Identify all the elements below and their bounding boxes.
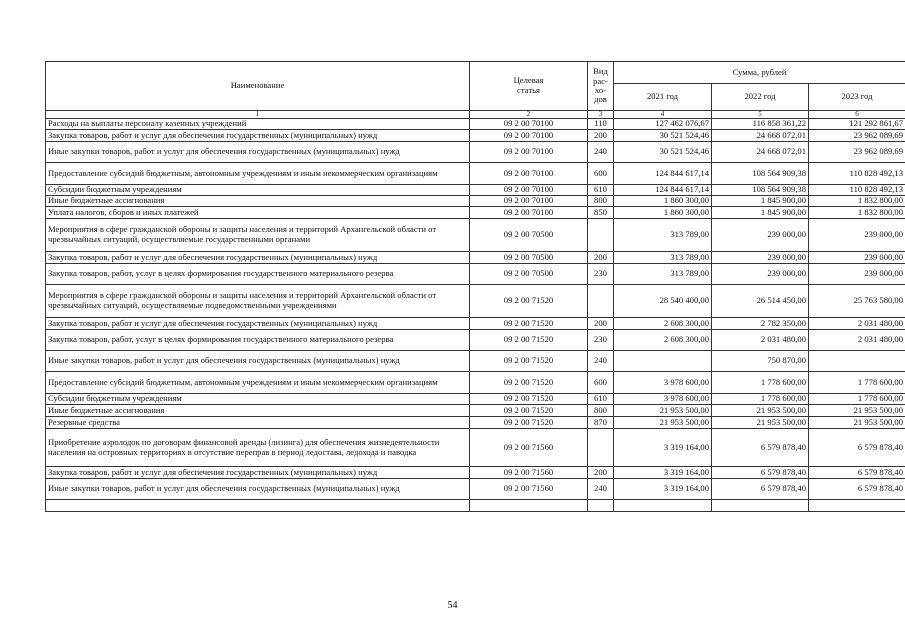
- row-name: Расходы на выплаты персоналу казенных учреждений: [46, 119, 470, 130]
- row-amount-2022: 108 564 909,38: [712, 163, 809, 185]
- row-target-article: 09 2 00 70100: [470, 185, 588, 196]
- row-name: Уплата налогов, сборов и иных платежей: [46, 207, 470, 219]
- row-amount-2021: 3 319 164,00: [614, 429, 712, 467]
- row-amount-2023: 23 962 089,69: [809, 130, 905, 142]
- row-amount-2023: 21 953 500,00: [809, 405, 905, 417]
- row-expense-type: 600: [588, 163, 614, 185]
- column-number: 3: [588, 111, 614, 119]
- header-vid-line4: дов: [594, 94, 607, 105]
- budget-table: [45, 61, 905, 512]
- row-expense-type: 200: [588, 467, 614, 479]
- column-number: 1: [46, 111, 470, 119]
- row-name: Иные бюджетные ассигнования: [46, 196, 470, 207]
- table-row: [46, 119, 905, 130]
- row-amount-2022: 2 031 480,00: [712, 330, 809, 351]
- header-expense-type: [588, 62, 614, 111]
- row-expense-type: 200: [588, 318, 614, 330]
- row-amount-2023: 6 579 878,40: [809, 429, 905, 467]
- row-amount-2023: [809, 500, 905, 512]
- page-number: 54: [447, 600, 458, 611]
- row-expense-type: 600: [588, 372, 614, 394]
- row-target-article: 09 2 00 71560: [470, 429, 588, 467]
- row-expense-type: 230: [588, 330, 614, 351]
- header-vid-line1: Вид: [593, 66, 608, 77]
- row-amount-2022: 116 858 361,22: [712, 119, 809, 130]
- row-target-article: [470, 500, 588, 512]
- row-amount-2022: 1 778 600,00: [712, 394, 809, 405]
- header-target-article: [470, 62, 588, 111]
- row-target-article: 09 2 00 71520: [470, 318, 588, 330]
- row-target-article: 09 2 00 70100: [470, 196, 588, 207]
- table-row: [46, 500, 905, 512]
- row-amount-2022: 21 953 500,00: [712, 417, 809, 429]
- table-row: [46, 196, 905, 207]
- row-expense-type: 230: [588, 264, 614, 285]
- row-amount-2021: 21 953 500,00: [614, 405, 712, 417]
- row-name: Иные закупки товаров, работ и услуг для обеспечения государственных (муниципальных) нужд: [46, 351, 470, 372]
- header-target-line1: Целевая: [513, 75, 544, 86]
- row-expense-type: 200: [588, 252, 614, 264]
- header-year-2023: 2023 год: [809, 84, 905, 111]
- table-row: [46, 405, 905, 417]
- row-amount-2021: 21 953 500,00: [614, 417, 712, 429]
- row-amount-2023: 239 000,00: [809, 264, 905, 285]
- row-amount-2022: 239 000,00: [712, 219, 809, 252]
- row-amount-2022: 1 778 600,00: [712, 372, 809, 394]
- row-amount-2023: 239 000,00: [809, 252, 905, 264]
- row-expense-type: 850: [588, 207, 614, 219]
- row-amount-2021: 1 860 300,00: [614, 207, 712, 219]
- row-target-article: 09 2 00 71520: [470, 330, 588, 351]
- row-amount-2022: 108 564 909,38: [712, 185, 809, 196]
- table-row: [46, 252, 905, 264]
- row-target-article: 09 2 00 70500: [470, 252, 588, 264]
- column-number: 2: [470, 111, 588, 119]
- row-amount-2023: 2 031 480,00: [809, 330, 905, 351]
- column-numbers-row: [46, 111, 905, 119]
- row-expense-type: [588, 219, 614, 252]
- row-amount-2023: 23 962 089,69: [809, 142, 905, 163]
- row-target-article: 09 2 00 71560: [470, 479, 588, 500]
- table-row: [46, 429, 905, 467]
- table-row: [46, 330, 905, 351]
- table-row: [46, 318, 905, 330]
- table-row: [46, 394, 905, 405]
- table-row: [46, 264, 905, 285]
- row-name: Закупка товаров, работ и услуг для обеспечения государственных (муниципальных) нужд: [46, 467, 470, 479]
- row-name: Предоставление субсидий бюджетным, автономным учреждениям и иным некоммерческим организациям: [46, 372, 470, 394]
- row-amount-2022: 6 579 878,40: [712, 467, 809, 479]
- header-sum: Сумма, рублей: [614, 62, 905, 84]
- row-amount-2022: [712, 500, 809, 512]
- row-name: Субсидии бюджетным учреждениям: [46, 394, 470, 405]
- table-row: [46, 372, 905, 394]
- row-expense-type: 800: [588, 196, 614, 207]
- row-amount-2023: 6 579 878,40: [809, 479, 905, 500]
- row-amount-2021: 313 789,00: [614, 264, 712, 285]
- row-amount-2022: 26 514 450,00: [712, 285, 809, 318]
- row-name: Иные бюджетные ассигнования: [46, 405, 470, 417]
- row-amount-2021: 2 608 300,00: [614, 330, 712, 351]
- row-amount-2021: 3 319 164,00: [614, 467, 712, 479]
- row-amount-2023: 110 828 492,13: [809, 185, 905, 196]
- row-amount-2023: 1 778 600,00: [809, 394, 905, 405]
- row-amount-2022: 239 000,00: [712, 252, 809, 264]
- row-expense-type: 240: [588, 142, 614, 163]
- row-name: Мероприятия в сфере гражданской обороны и защиты населения и территорий Архангельской области от чрезвычайных ситуаций, осуществляемые государственными органами: [46, 219, 470, 252]
- row-name: Закупка товаров, работ, услуг в целях формирования государственного материального резерва: [46, 264, 470, 285]
- table-row: [46, 207, 905, 219]
- row-amount-2022: 750 870,00: [712, 351, 809, 372]
- row-amount-2023: [809, 351, 905, 372]
- row-amount-2021: 3 319 164,00: [614, 479, 712, 500]
- row-expense-type: 110: [588, 119, 614, 130]
- row-target-article: 09 2 00 70100: [470, 207, 588, 219]
- row-target-article: 09 2 00 71520: [470, 417, 588, 429]
- header-year-2022: 2022 год: [712, 84, 809, 111]
- row-amount-2023: 1 832 800,00: [809, 196, 905, 207]
- header-year-2021: 2021 год: [614, 84, 712, 111]
- row-amount-2021: 28 540 400,00: [614, 285, 712, 318]
- row-target-article: 09 2 00 70100: [470, 119, 588, 130]
- row-expense-type: 610: [588, 185, 614, 196]
- header-vid-line3: хо-: [594, 85, 607, 95]
- row-target-article: 09 2 00 70100: [470, 130, 588, 142]
- row-target-article: 09 2 00 71520: [470, 394, 588, 405]
- row-expense-type: [588, 285, 614, 318]
- row-target-article: 09 2 00 71520: [470, 372, 588, 394]
- row-amount-2023: 239 000,00: [809, 219, 905, 252]
- row-amount-2021: [614, 351, 712, 372]
- row-amount-2023: 121 292 861,67: [809, 119, 905, 130]
- row-amount-2023: 2 031 480,00: [809, 318, 905, 330]
- row-name: Приобретение аэролодок по договорам финансовой аренды (лизинга) для обеспечения жизнедеятельности населения на островных территориях в отсутствие переправ в период ледостава, ледохода и паводка: [46, 429, 470, 467]
- row-target-article: 09 2 00 70500: [470, 219, 588, 252]
- row-name: Субсидии бюджетным учреждениям: [46, 185, 470, 196]
- row-name: Иные закупки товаров, работ и услуг для обеспечения государственных (муниципальных) нужд: [46, 142, 470, 163]
- row-amount-2021: 1 860 300,00: [614, 196, 712, 207]
- row-target-article: 09 2 00 70100: [470, 142, 588, 163]
- row-amount-2021: 124 844 617,14: [614, 185, 712, 196]
- row-amount-2022: 1 845 900,00: [712, 196, 809, 207]
- row-amount-2022: 6 579 878,40: [712, 429, 809, 467]
- row-name: Резервные средства: [46, 417, 470, 429]
- row-amount-2021: 2 608 300,00: [614, 318, 712, 330]
- row-expense-type: 240: [588, 351, 614, 372]
- row-target-article: 09 2 00 70100: [470, 163, 588, 185]
- table-row: [46, 479, 905, 500]
- row-amount-2023: 25 763 580,00: [809, 285, 905, 318]
- header-name: Наименование: [46, 62, 470, 111]
- row-amount-2021: 30 521 524,46: [614, 130, 712, 142]
- table-row: [46, 285, 905, 318]
- column-number: 6: [809, 111, 905, 119]
- row-amount-2022: 21 953 500,00: [712, 405, 809, 417]
- row-expense-type: 610: [588, 394, 614, 405]
- row-amount-2022: 6 579 878,40: [712, 479, 809, 500]
- row-target-article: 09 2 00 71520: [470, 351, 588, 372]
- row-amount-2021: 3 978 600,00: [614, 394, 712, 405]
- row-target-article: 09 2 00 71520: [470, 285, 588, 318]
- table-body: [46, 119, 905, 512]
- row-amount-2021: 127 462 076,67: [614, 119, 712, 130]
- row-expense-type: 870: [588, 417, 614, 429]
- row-amount-2023: 1 778 600,00: [809, 372, 905, 394]
- row-target-article: 09 2 00 70500: [470, 264, 588, 285]
- row-amount-2022: 239 000,00: [712, 264, 809, 285]
- row-expense-type: 800: [588, 405, 614, 417]
- row-expense-type: [588, 429, 614, 467]
- column-number: 4: [614, 111, 712, 119]
- row-name: Закупка товаров, работ и услуг для обеспечения государственных (муниципальных) нужд: [46, 318, 470, 330]
- row-expense-type: 200: [588, 130, 614, 142]
- table-row: [46, 130, 905, 142]
- row-expense-type: [588, 500, 614, 512]
- row-name: Закупка товаров, работ и услуг для обеспечения государственных (муниципальных) нужд: [46, 130, 470, 142]
- row-amount-2023: 110 828 492,13: [809, 163, 905, 185]
- row-name: Мероприятия в сфере гражданской обороны и защиты населения и территорий Архангельской области от чрезвычайных ситуаций, осуществляемые подведомственными учреждениями: [46, 285, 470, 318]
- column-number: 5: [712, 111, 809, 119]
- table-row: [46, 219, 905, 252]
- header-target-line2: статья: [517, 85, 540, 95]
- row-amount-2022: 2 782 350,00: [712, 318, 809, 330]
- row-amount-2023: 21 953 500,00: [809, 417, 905, 429]
- row-target-article: 09 2 00 71560: [470, 467, 588, 479]
- row-amount-2021: [614, 500, 712, 512]
- row-amount-2022: 24 668 072,01: [712, 142, 809, 163]
- header-vid-line2: рас-: [593, 75, 608, 86]
- row-name: [46, 500, 470, 512]
- row-target-article: 09 2 00 71520: [470, 405, 588, 417]
- row-name: Иные закупки товаров, работ и услуг для обеспечения государственных (муниципальных) нужд: [46, 479, 470, 500]
- table-row: [46, 467, 905, 479]
- row-amount-2022: 1 845 900,00: [712, 207, 809, 219]
- row-name: Предоставление субсидий бюджетным, автономным учреждениям и иным некоммерческим организациям: [46, 163, 470, 185]
- row-amount-2021: 313 789,00: [614, 252, 712, 264]
- row-amount-2023: 1 832 800,00: [809, 207, 905, 219]
- row-amount-2022: 24 668 072,01: [712, 130, 809, 142]
- row-name: Закупка товаров, работ, услуг в целях формирования государственного материального резерва: [46, 330, 470, 351]
- table-row: [46, 417, 905, 429]
- row-amount-2021: 3 978 600,00: [614, 372, 712, 394]
- row-amount-2021: 124 844 617,14: [614, 163, 712, 185]
- table-row: [46, 142, 905, 163]
- table-row: [46, 163, 905, 185]
- row-name: Закупка товаров, работ и услуг для обеспечения государственных (муниципальных) нужд: [46, 252, 470, 264]
- row-amount-2021: 313 789,00: [614, 219, 712, 252]
- table-row: [46, 351, 905, 372]
- row-amount-2023: 6 579 878,40: [809, 467, 905, 479]
- row-amount-2021: 30 521 524,46: [614, 142, 712, 163]
- row-expense-type: 240: [588, 479, 614, 500]
- table-row: [46, 185, 905, 196]
